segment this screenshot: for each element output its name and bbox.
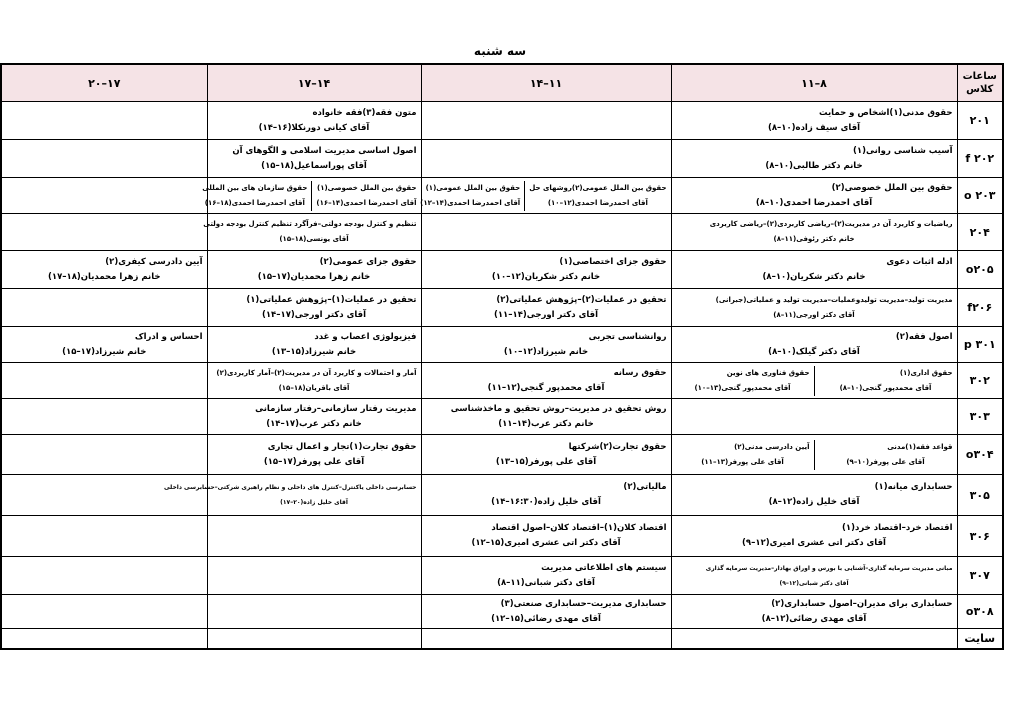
class-cell (207, 629, 421, 649)
instructor-time: آقای دکتر اتی عشری امیری(۱۲–۹) (742, 538, 886, 548)
class-cell (671, 251, 957, 289)
instructor-time: آقای سیف زاده(۱۰–۸) (767, 122, 861, 133)
class-cell (421, 102, 671, 140)
instructor-time: آقای احمدرضا احمدی(۱۲–۱۰) (547, 198, 648, 207)
table-row (1, 629, 1003, 649)
instructor-time: آقای دکتر اتی عشری امیری(۱۵–۱۲) (471, 538, 621, 548)
class-entry (426, 255, 667, 285)
class-cell (671, 102, 957, 140)
course-title: حقوق بین الملل عمومی(۲)روشهای حل (529, 183, 667, 192)
class-cell (163, 475, 421, 516)
course-title: ادله اثبات دعوی (886, 256, 953, 267)
class-cell (421, 399, 671, 435)
class-cell (421, 251, 671, 289)
instructor-time: آقای علی پورفر(۱۰–۹) (846, 457, 925, 466)
instructor-time: آقای احمدرضا احمدی(۱۴–۱۲) (420, 198, 521, 207)
course-title: تنظیم و کنترل بودجه دولتی–فرآگرد تنظیم کنترل بودجه دولتی (203, 220, 417, 228)
table-row (1, 102, 1003, 140)
room-cell: ۳۰۶ (957, 516, 1003, 557)
room-cell: ۲۰۲ f (957, 140, 1003, 178)
class-cell (421, 557, 671, 595)
course-title: حسابداری برای مدیران–اصول حسابداری(۲) (771, 598, 953, 609)
class-cell (421, 629, 671, 649)
course-title: حقوق بین الملل خصوصی(۲) (831, 182, 953, 193)
class-entry (212, 402, 417, 432)
page-title: سه شنبه (473, 44, 527, 58)
course-title: حسابداری مدیریت–حسابداری صنعتی(۳) (500, 598, 667, 609)
course-title: اصول فقه(۲) (895, 331, 953, 342)
course-title: حقوق تجارت(۱)تجار و اعمال تجاری (267, 441, 417, 452)
table-row (1, 327, 1003, 363)
class-cell (1, 557, 207, 595)
class-entry (819, 440, 953, 470)
class-cell (671, 557, 957, 595)
instructor-time: آقای دکتر اورجی(۱۴–۱۱) (493, 309, 599, 320)
class-cell (207, 557, 421, 595)
course-title: مبانی مدیریت سرمایه گذاری–آشنایی با بورس و اوراق بهادار–مدیریت سرمایه گذاری (705, 564, 953, 572)
table-row (1, 178, 1003, 214)
class-entry (676, 366, 810, 396)
class-cell (671, 475, 957, 516)
class-entry (212, 440, 417, 470)
room-cell: f۲۰۶ (957, 289, 1003, 327)
header-slot-3: ۱۴–۱۷ (207, 64, 421, 102)
course-title: روش تحقیق در مدیریت–روش تحقیق و ماخذشناسی (450, 403, 667, 414)
class-entry (676, 181, 953, 211)
class-entry (426, 366, 667, 396)
instructor-time: آقای احمدرضا احمدی(۱۴–۱۶) (316, 198, 417, 207)
class-cell (421, 516, 671, 557)
instructor-time: آقای دکتر اورجی(۱۷–۱۴) (261, 309, 367, 320)
course-title: متون فقه(۳)فقه خانواده (312, 107, 417, 118)
class-cell (1, 516, 207, 557)
table-row (1, 557, 1003, 595)
instructor-time: خانم دکتر طالبی(۱۰–۸) (765, 160, 863, 171)
class-cell (1, 289, 207, 327)
instructor-time: آقای دکتر گیلک(۱۰–۸) (768, 346, 860, 357)
instructor-time: خانم شیرزاد(۱۲–۱۰) (503, 346, 589, 357)
class-cell (1, 178, 207, 214)
class-entry (819, 366, 953, 396)
class-cell (207, 327, 421, 363)
instructor-time: آقای احمدرضا احمدی(۱۰–۸) (755, 197, 873, 208)
class-cell (1, 363, 207, 399)
instructor-time: خانم شیرزاد(۱۵–۱۳) (271, 346, 357, 357)
class-cell (1, 399, 207, 435)
room-cell: ۳۰۵ (957, 475, 1003, 516)
class-cell (671, 595, 957, 629)
class-entry (426, 330, 667, 360)
class-cell (421, 595, 671, 629)
instructor-time: آقای مهدی رضائی(۱۲–۸) (761, 613, 867, 624)
class-cell (671, 363, 957, 399)
header-slot-2: ۱۱–۱۴ (421, 64, 671, 102)
table-row (1, 140, 1003, 178)
instructor-time: آقای کیانی دورنکلا(۱۶–۱۴) (258, 122, 370, 133)
room-cell: o۳۰۸ (957, 595, 1003, 629)
course-title: حسابرسی داخلی یاکنترل–کنترل های داخلی و نظام راهبری شرکتی–حسابرسی داخلی (163, 484, 417, 491)
class-cell (421, 475, 671, 516)
class-cell (1, 595, 207, 629)
class-entry (426, 561, 667, 591)
room-cell: سایت (957, 629, 1003, 649)
instructor-time: آقای خلیل زاده(۲۰–۱۷) (280, 499, 348, 506)
course-title: حقوق رسانه (613, 367, 667, 378)
class-cell (202, 178, 421, 214)
course-title: حقوق فناوری های نوین (726, 368, 810, 377)
header-slot-4: ۱۷–۲۰ (1, 64, 207, 102)
class-entry (676, 144, 953, 174)
class-cell (1, 435, 207, 475)
class-cell (421, 363, 671, 399)
instructor-time: آقای دکتر اورجی(۱۱–۸) (773, 310, 855, 319)
course-title: حقوق بین الملل عمومی(۱) (425, 183, 521, 192)
header-room: ساعات کلاس (957, 64, 1003, 102)
class-cell (207, 140, 421, 178)
course-title: مدیریت رفتار سازمانی–رفتار سازمانی (255, 403, 417, 414)
class-entry (676, 561, 953, 591)
course-title: ریاضیات و کاربرد آن در مدیریت(۲)–ریاضی کاربردی(۲)–ریاضی کاربردی (709, 220, 953, 228)
instructor-time: آقای خلیل زاده(۱۶:۳۰–۱۴) (491, 497, 601, 507)
class-entry (426, 402, 667, 432)
instructor-time: خانم شیرزاد(۱۷–۱۵) (62, 346, 147, 357)
class-cell (1, 327, 207, 363)
class-entry (6, 255, 203, 285)
instructor-time: آقای مهدی رضائی(۱۵–۱۲) (491, 613, 601, 624)
class-entry (212, 330, 417, 360)
instructor-time: آقای یونسی(۱۸–۱۵) (279, 235, 349, 243)
instructor-time: خانم دکتر شکریان(۱۰–۸) (762, 271, 866, 282)
room-cell: ۲۰۱ (957, 102, 1003, 140)
class-cell (671, 629, 957, 649)
class-cell (207, 102, 421, 140)
class-cell (207, 251, 421, 289)
room-cell: ۲۰۴ (957, 214, 1003, 251)
course-title: حقوق اداری(۱) (899, 368, 953, 377)
class-cell (671, 435, 957, 475)
class-entry (676, 293, 953, 323)
table-row (1, 475, 1003, 516)
instructor-time: آقای خلیل زاده(۱۲–۸) (768, 497, 860, 507)
class-entry (203, 217, 417, 247)
room-cell: ۳۰۷ (957, 557, 1003, 595)
class-cell (1, 629, 207, 649)
instructor-time: خانم زهرا محمدیان(۱۸–۱۷) (47, 271, 161, 282)
instructor-time: آقای محمدپور گنجی(۱۳–۱۰) (694, 383, 791, 392)
course-title: آیین دادرسی مدنی(۲) (734, 442, 810, 451)
class-cell (207, 363, 421, 399)
course-title: احساس و ادراک (134, 331, 203, 342)
course-title: حقوق جزای عمومی(۲) (319, 256, 417, 267)
class-cell (207, 595, 421, 629)
instructor-time: خانم دکتر عرب(۱۴–۱۱) (498, 418, 594, 429)
instructor-time: آقای علی پورفر(۱۵–۱۳) (495, 456, 597, 467)
room-cell: ۳۰۱ p (957, 327, 1003, 363)
class-entry (426, 480, 667, 510)
class-entry (676, 255, 953, 285)
class-cell (421, 327, 671, 363)
class-entry (316, 181, 416, 211)
class-cell (207, 289, 421, 327)
class-cell (671, 214, 957, 251)
table-row (1, 363, 1003, 399)
room-cell: o۲۰۵ (957, 251, 1003, 289)
room-cell: ۳۰۳ (957, 399, 1003, 435)
class-cell (1, 214, 207, 251)
instructor-time: آقای محمدپور گنجی(۱۲–۱۱) (487, 382, 605, 393)
header-slot-1: ۸–۱۱ (671, 64, 957, 102)
instructor-time: آقای دکتر شبانی(۱۱–۸) (497, 577, 595, 588)
room-cell: ۲۰۳ o (957, 178, 1003, 214)
header-row (1, 64, 1003, 102)
class-cell (203, 214, 421, 251)
class-entry (202, 181, 307, 211)
class-cell (421, 140, 671, 178)
instructor-time: آقای احمدرضا احمدی(۱۸–۱۶) (204, 198, 305, 207)
instructor-time: آقای محمدپور گنجی(۱۰–۸) (839, 383, 932, 392)
course-title: اقتصاد کلان(۱)–اقتصاد کلان–اصول اقتصاد (491, 523, 667, 533)
table-row (1, 399, 1003, 435)
class-entry (212, 106, 417, 136)
class-cell (671, 516, 957, 557)
table-row (1, 251, 1003, 289)
class-cell (1, 140, 207, 178)
table-row (1, 214, 1003, 251)
instructor-time: آقای پوراسماعیل(۱۸–۱۵) (261, 160, 367, 171)
course-title: حقوق مدنی(۱)اشخاص و حمایت (818, 107, 953, 118)
class-entry (426, 293, 667, 323)
class-entry (676, 217, 953, 247)
class-entry (426, 440, 667, 470)
course-title: فیزیولوژی اعصاب و غدد (314, 331, 417, 342)
course-title: حسابداری میانه(۱) (874, 482, 953, 492)
class-entry (529, 181, 666, 211)
instructor-time: خانم دکتر عرب(۱۷–۱۴) (266, 418, 362, 429)
class-cell (671, 289, 957, 327)
instructor-time: خانم زهرا محمدیان(۱۷–۱۵) (257, 271, 371, 282)
course-title: تحقیق در عملیات(۲)–پژوهش عملیاتی(۲) (496, 294, 667, 305)
class-cell (671, 178, 957, 214)
class-entry (212, 255, 417, 285)
class-cell (421, 178, 671, 214)
class-cell (671, 327, 957, 363)
schedule-table (0, 63, 1004, 650)
course-title: حقوق تجارت(۲)شرکتها (568, 441, 667, 452)
class-entry (426, 597, 667, 627)
class-entry (426, 521, 667, 551)
table-row (1, 289, 1003, 327)
class-cell (207, 435, 421, 475)
instructor-time: خانم دکتر شکریان(۱۲–۱۰) (491, 271, 601, 282)
class-entry (676, 521, 953, 551)
course-title: مدیریت تولید–مدیریت تولیدوعملیات–مدیریت تولید و عملیاتی(جبرانی) (715, 295, 953, 304)
course-title: سیستم های اطلاعاتی مدیریت (541, 562, 667, 573)
class-entry (212, 144, 417, 174)
class-entry (676, 440, 810, 470)
table-row (1, 435, 1003, 475)
course-title: اقتصاد خرد–اقتصاد خرد(۱) (842, 523, 953, 533)
class-cell (671, 399, 957, 435)
room-cell: ۳۰۲ (957, 363, 1003, 399)
course-title: آمار و احتمالات و کاربرد آن در مدیریت(۲)–آمار کاربردی(۲) (216, 368, 417, 377)
class-cell (1, 102, 207, 140)
class-cell (421, 214, 671, 251)
class-cell (671, 140, 957, 178)
course-title: حقوق بین الملل خصوصی(۱) (316, 183, 417, 192)
course-title: حقوق جزای اختصاصی(۱) (559, 256, 667, 267)
class-entry (420, 181, 520, 211)
course-title: روانشناسی تجربی (588, 331, 667, 342)
instructor-time: آقای علی پورفر(۱۷–۱۵) (263, 456, 365, 467)
course-title: آیین دادرسی کیفری(۲) (105, 256, 203, 267)
instructor-time: خانم دکتر رئوفی(۱۱–۸) (773, 235, 855, 243)
class-entry (676, 330, 953, 360)
class-entry (676, 106, 953, 136)
course-title: اصول اساسی مدیریت اسلامی و الگوهای آن (232, 145, 417, 156)
course-title: حقوق سازمان های بین المللی (202, 183, 308, 192)
course-title: آسیب شناسی روانی(۱) (853, 145, 953, 156)
class-cell (207, 516, 421, 557)
course-title: مالیاتی(۲) (623, 482, 667, 492)
class-cell (421, 435, 671, 475)
course-title: تحقیق در عملیات(۱)–پژوهش عملیاتی(۱) (246, 294, 417, 305)
instructor-time: آقای علی پورفر(۱۳–۱۱) (701, 457, 784, 466)
class-cell (1, 251, 207, 289)
room-cell: o۳۰۴ (957, 435, 1003, 475)
class-entry (212, 293, 417, 323)
class-cell (207, 399, 421, 435)
class-cell (421, 289, 671, 327)
table-row (1, 595, 1003, 629)
class-entry (676, 597, 953, 627)
course-title: قواعد فقه(۱)مدنی (887, 442, 953, 451)
class-entry (676, 480, 953, 510)
instructor-time: آقای دکتر شبانی(۱۲–۹) (779, 579, 849, 587)
table-row (1, 516, 1003, 557)
class-entry (6, 330, 203, 360)
class-entry (212, 366, 417, 396)
class-entry (163, 480, 417, 510)
instructor-time: آقای باقریان(۱۸–۱۵) (278, 383, 350, 392)
